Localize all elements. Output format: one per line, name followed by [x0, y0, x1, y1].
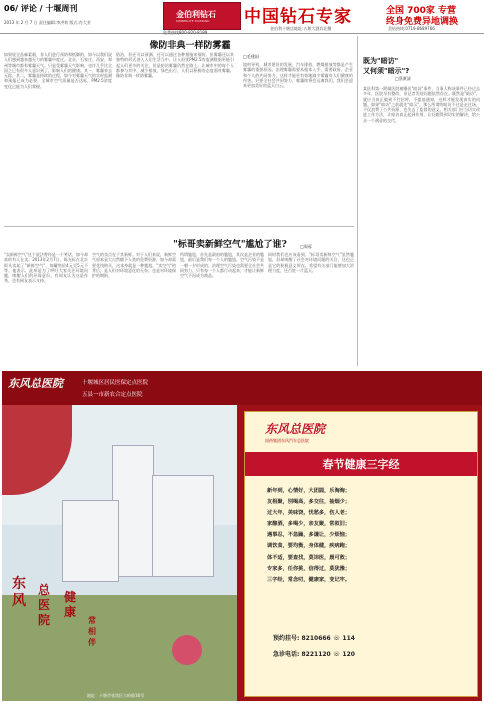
hospital-ad	[2, 371, 482, 701]
page-number: 06/ 评论 / 十堰周刊	[4, 4, 78, 13]
diamond-ad-address: 金伯利十堰店地址:五堰大酒店北侧	[270, 26, 332, 31]
diamond-ad-title: 中国钻石专家	[244, 7, 352, 27]
ad-vertical-3: 健康	[64, 590, 77, 619]
poem-line: 新年到，心情好，大团圆，乐淘淘；	[267, 488, 351, 494]
article2-byline: □周蓉	[300, 244, 312, 249]
ad-vertical-4: 常相伴	[88, 615, 96, 647]
ad-banner-line-2: 五县一市新农合定点医院	[82, 392, 143, 398]
lotus-icon	[172, 635, 202, 665]
jewel-ad-logo	[163, 2, 241, 30]
diamond-ad-slogan-2: 终身免费异地调换	[386, 17, 459, 27]
jewel-en: KIMBERLITE DIAMOND	[176, 19, 210, 23]
article2-title: "标哥卖新鲜空气"尴尬了谁?	[173, 240, 287, 250]
sidebar-byline: □蔡黄清	[395, 76, 411, 81]
hospital-wing	[152, 475, 214, 577]
sidebar-body: 某医科第一附属医院被曝出"暗访"事件，当事人称该事件已经过去多年，医院早有整改，但记者发现问题依然存在。既然是"暗访"，就应当真正做到不打招呼、不提前通知，这样才能发现真实的问题。如果"暗访"之前就先"暗示"，那么所谓的暗访不过是走过场，不仅浪费了公共资源，也失去了监督的意义。相关部门应当切实改进工作方法，让暗访真正起到作用，让问题得到切实的解决，给公众一个满意的交代。	[363, 86, 480, 123]
ad-logo: 东风总医院	[8, 377, 63, 390]
article2-col3: 所谓尴尬，首先是政府的尴尬，其次是企业的尴尬，最后是我们每一个人的尴尬。空气污染不是一朝一夕形成的，治理空气污染也需要全社会共同努力。只有每一个人都行动起来，才能让新鲜空气不再成为商品。	[180, 252, 264, 279]
poem-title: 春节健康三字经	[322, 458, 400, 471]
hospital-annex	[62, 500, 119, 582]
article2-col2: 空气的卖点在于其新鲜。对于人们来说，新鲜空气原本是大自然赋予人类的免费资源，如今却需要花钱购买，这本身就是一种尴尬。"卖空气"的背后，是人们对环境恶化的无奈，也是对环境保护的期盼。	[92, 252, 176, 279]
hospital-photo	[2, 405, 237, 701]
ad-vertical-1: 东风	[12, 576, 26, 609]
ad-vertical-2: 总医院	[38, 583, 51, 627]
poem-line: 专家多，任你挑，信得过，莫犹豫；	[267, 565, 351, 572]
poem-line: 友相聚，别喝高，多交往，抽烟少；	[267, 499, 351, 506]
diamond-ad-tel: 美钻热线:0719-8689766	[388, 26, 435, 31]
poem-line: 体不适，要查找，莫讳医，晨可救；	[267, 554, 351, 561]
article1-byline: □毛建国	[243, 54, 259, 59]
diamond-ad-slogan-1: 全国 700家 专营	[386, 6, 457, 16]
hospital-info-card	[244, 411, 478, 697]
ad-top-bar	[2, 371, 482, 405]
poem-line: 家酿酒，多喝少，亲友聚，常叙旧；	[267, 521, 351, 528]
page-info-line: 2013 年 2 月 7 日 责任编辑:李洪荷 版式:肖大芳	[4, 20, 91, 25]
header-rule	[0, 33, 484, 34]
sidebar-title: 既为"暗访" 又何须"暗示"?	[363, 57, 410, 75]
column-divider	[357, 36, 358, 366]
ad-banner-line-1: 十堰城区居民医保定点医院	[82, 380, 149, 386]
poem-body	[267, 486, 467, 586]
jewel-phone: 免费热线800-820-8189	[163, 30, 208, 35]
poem-line: 过大年，美味饶，忧愁多，伤人老；	[267, 510, 351, 517]
article1-col2: 防治，但还可以预测。还可以通过各种措施来预防。但雾霾还以其独特的形式进入人们生活当中，让人担忧PM2.5的监测数据更能引起人们更多的关注，但是防治雾霾仍然在路上。让城市中的每个人都参与其中，减少排放，绿色出行，人们以积极的态度面对雾霾，像防非典一样防雾霾。	[116, 52, 234, 79]
poem-line: 调饮食，要均衡，身体健，疾病跑；	[267, 543, 351, 550]
article1-col3: 境的导致，城市建设的发展，汽车排放，燃煤排放等都是产生雾霾的重要原因。治理雾霾需要从根本入手，需要政府、企业和个人的共同努力，这样才能更有效地减少雾霾对人们健康的伤害。只要全社会共同努力，雾霾终将会远离我们，我们会迎来更加美好的蓝天白云。	[243, 62, 353, 89]
hospital-subname: 国药集团东风汽车总医院	[265, 438, 309, 443]
page-header	[0, 0, 484, 34]
booking-phone: 预约挂号: 8210666 ☏ 114	[273, 635, 355, 642]
article1-title: 像防非典一样防雾霾	[149, 41, 231, 51]
jewel-name: 金伯利钻石	[176, 10, 216, 19]
poem-line: 遇事忍，不急躁，多谦让，少烦恼；	[267, 532, 351, 539]
poem-line: 三字经，常念叨，健康家，变记牢。	[267, 576, 351, 583]
article1-col1: 如果说全品麻素载，非人们进行预防和抵御的，如今以我们说人们感到越来越无力的雾霾中度过。北京、石家庄、西安、郑州等城市都有雾霾天气。只是受雾霾天气影响，也许几乎比全国之已有很多人意识到了，影响人们的健康。其一，雾霾来去无踪，其二，雾霾是持续的过程，如今对雾霾天气的实时监测和预报已成为必要，全城市空气质量是否达标，PM2.5浓度变化已能为人们掌握。	[4, 52, 112, 89]
ad-address: 地址：十堰市张湾区大岭路16号	[87, 693, 145, 698]
hospital-name: 东风总医院	[265, 422, 326, 436]
article2-col1: "卖新鲜空气"这个说法曾经是一个笑话，如今却真的有人在卖。2013年2月7日，陈光标在北京街头卖起了"新鲜空气"，每罐售价4元至5元不等。他表示，此举是为了呼吁大家关注环境问题，唤醒人们的环保意识。有网友认为这是作秀，也有网友表示支持。	[4, 252, 88, 284]
emergency-phone: 急诊电话: 8221120 ☏ 120	[273, 651, 355, 658]
article2-col4: 同时我们也应该看到，"标哥卖新鲜空气"虽然尴尬，但却唤醒了社会对环境问题的关注，这也正是它的积极意义所在。希望有关部门能够加大治理力度，还百姓一片蓝天。	[268, 252, 354, 273]
section-divider	[4, 226, 354, 227]
